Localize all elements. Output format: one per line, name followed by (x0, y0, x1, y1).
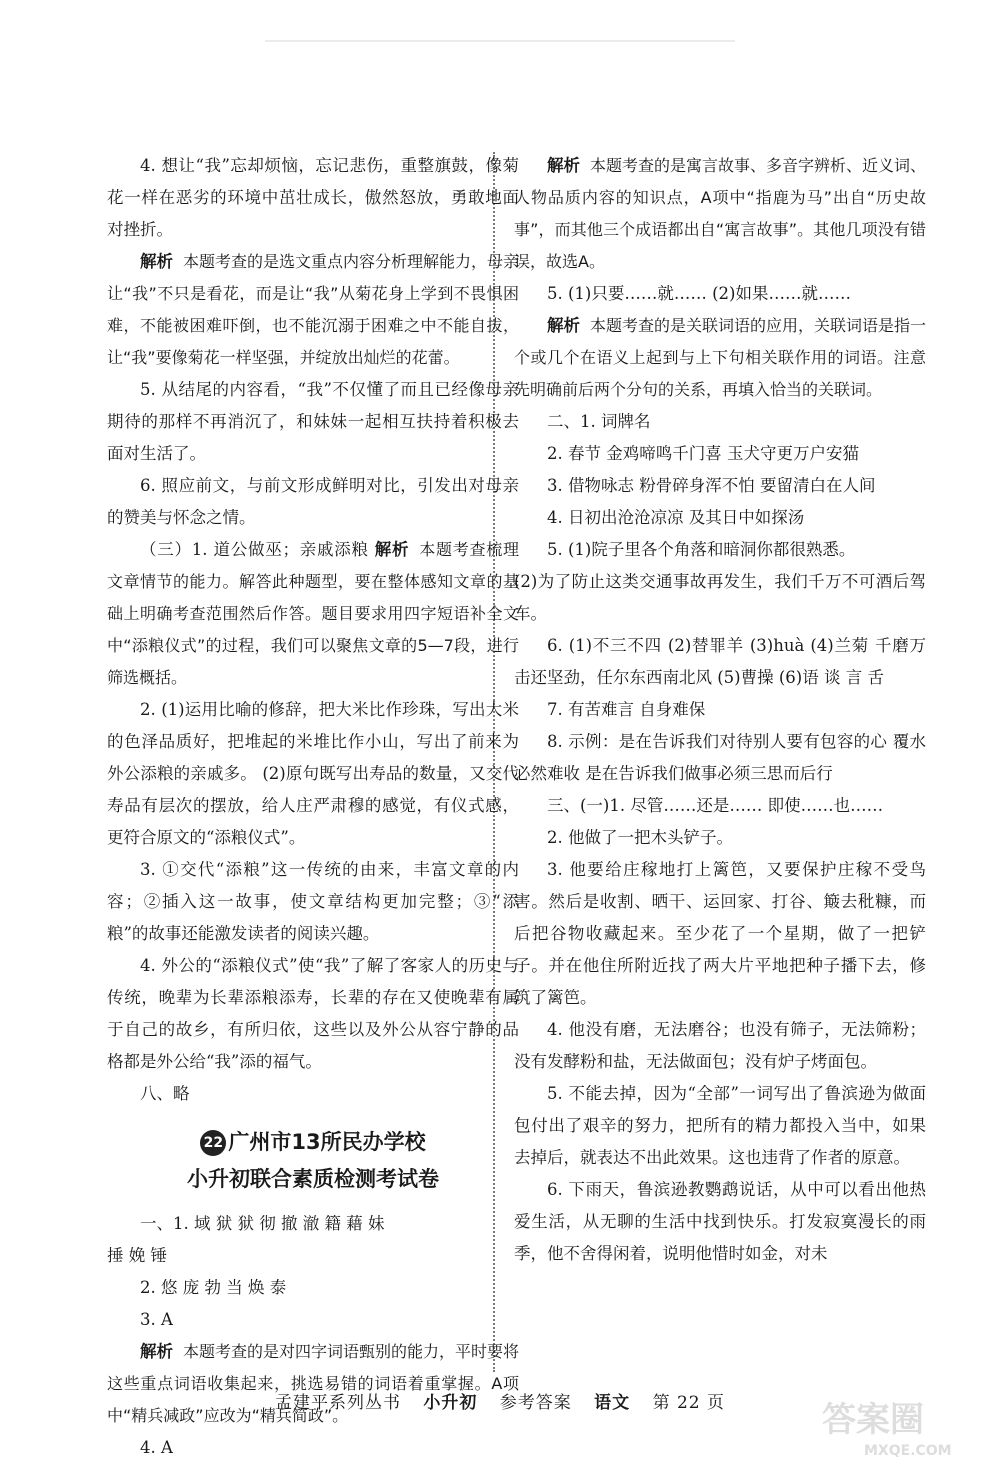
watermark-brand: 答案圈 (822, 1400, 924, 1440)
exam-title (107, 1124, 519, 1198)
top-rule (265, 40, 735, 42)
footer-page: 第 22 页 (652, 1393, 726, 1413)
part2-q1: 二、1. 词牌名 (547, 412, 651, 431)
part3-q3: 3. 他要给庄稼地打上篱笆，又要保护庄稼不受鸟害。然后是收割、晒干、运回家、打谷、簸去秕糠，而后把谷物收藏起来。至少花了一个星期，做了一把铲子。并在他住所附近找了两大片平地把种子播下去，修筑了篱笆。 (514, 860, 926, 1007)
part2-q7: 7. 有苦难言 自身难保 (547, 700, 706, 719)
analysis-4 (107, 246, 519, 374)
footer-series: 孟建平系列丛书 (274, 1393, 401, 1413)
part3-q4: 4. 他没有磨，无法磨谷；也没有筛子，无法筛粉；没有发酵粉和盐，无法做面包；没有炉子烤面包。 (514, 1020, 926, 1071)
analysis-text: 本题考查的是寓言故事、多音字辨析、近义词、人物品质内容的知识点，A项中“指鹿为马”出自“历史故事”，而其他三个成语都出自“寓言故事”。其他几项没有错误，故选A。 (514, 156, 927, 271)
answer-8: 八、略 (140, 1084, 190, 1103)
part2-q8: 8. 示例：是在告诉我们对待别人要有包容的心 覆水必然难收 是在告诉我们做事必须三思而后行 (514, 732, 926, 783)
footer-book: 参考答案 (499, 1393, 572, 1413)
part3-q6: 6. 下雨天，鲁滨逊教鹦鹉说话，从中可以看出他热爱生活，从无聊的生活中找到快乐。打发寂寞漫长的雨季，他不舍得闲着，说明他惜时如金，对未 (514, 1180, 926, 1263)
part2-q4: 4. 日初出沧沧凉凉 及其日中如探汤 (547, 508, 805, 527)
exam-title-line2: 小升初联合素质检测考试卷 (187, 1167, 439, 1191)
exam-title-text: 广州市13所民办学校 (228, 1130, 426, 1154)
answer-3-1 (107, 534, 519, 694)
right-column (514, 150, 926, 1270)
answer-text: （三）1. 道公做巫；亲戚添粮 (140, 540, 369, 559)
analysis-text: 本题考查的是关联词语的应用，关联词语是指一个或几个在语义上起到与上下句相关联作用的词语。注意先明确前后两个分句的关系，再填入恰当的关联词。 (514, 316, 927, 399)
part2-q3: 3. 借物咏志 粉骨碎身浑不怕 要留清白在人间 (547, 476, 876, 495)
part2-q6: 6. (1)不三不四 (2)替罪羊 (3)huà (4)兰菊 千磨万击还坚劲，任尔东西南北风 (5)曹操 (6)语 谈 言 舌 (514, 636, 926, 687)
q2: 2. 悠 庞 勃 当 焕 泰 (140, 1278, 287, 1297)
q4: 4. A (140, 1438, 173, 1457)
analysis-tag: 解析 (140, 252, 173, 271)
answer-5: 5. 从结尾的内容看，“我”不仅懂了而且已经像母亲期待的那样不再消沉了，和妹妹一起相互扶持着积极去面对生活了。 (107, 380, 519, 463)
watermark-site: MXQE.COM (864, 1443, 952, 1459)
q3-analysis (107, 1336, 519, 1432)
analysis-tag: 解析 (140, 1342, 173, 1361)
answer-6: 6. 照应前文，与前文形成鲜明对比，引发出对母亲的赞美与怀念之情。 (107, 476, 519, 527)
part2-q5-1: 5. (1)院子里各个角落和暗洞你都很熟悉。 (547, 540, 856, 559)
analysis-text: 本题考查的是选文重点内容分析理解能力，母亲让“我”不只是看花，而是让“我”从菊花身上学到不畏惧困难，不能被困难吓倒，也不能沉溺于困难之中不能自拔，让“我”要像菊花一样坚强，并绽放出灿烂的花蕾。 (107, 252, 520, 367)
q4-analysis (514, 150, 926, 278)
answer-3-4: 4. 外公的“添粮仪式”使“我”了解了客家人的历史与传统，晚辈为长辈添粮添寿，长辈的存在又使晚辈有属于自己的故乡，有所归依，这些以及外公从容宁静的品格都是外公给“我”添的福气。 (107, 956, 519, 1071)
exam-title-line1 (107, 1124, 519, 1161)
number-badge: 22 (200, 1130, 226, 1156)
q5-analysis (514, 310, 926, 406)
answer-4: 4. 想让“我”忘却烦恼，忘记悲伤，重整旗鼓，像菊花一样在恶劣的环境中茁壮成长，傲然怒放，勇敢地面对挫折。 (107, 156, 519, 239)
analysis-tag: 解析 (547, 156, 580, 175)
answer-3-3: 3. ①交代“添粮”这一传统的由来，丰富文章的内容；②插入这一故事，使文章结构更加完整；③“添粮”的故事还能激发读者的阅读兴趣。 (107, 860, 519, 943)
q1-line1: 一、1. 域 狱 狱 彻 撤 澈 籍 藉 妹 (140, 1214, 385, 1233)
analysis-tag: 解析 (374, 540, 410, 559)
part3-q2: 2. 他做了一把木头铲子。 (547, 828, 733, 847)
q1-line2: 捶 娩 锤 (107, 1246, 167, 1265)
part2-q2: 2. 春节 金鸡啼鸣千门喜 玉犬守更万户安猫 (547, 444, 859, 463)
q3: 3. A (140, 1310, 173, 1329)
left-column (107, 150, 519, 1464)
part3-q1: 三、(一)1. 尽管……还是…… 即使……也…… (547, 796, 884, 815)
watermark-logo (820, 1395, 980, 1461)
footer-level: 小升初 (423, 1393, 478, 1413)
part2-q5-2: (2)为了防止这类交通事故再发生，我们千万不可酒后驾车。 (514, 572, 926, 623)
answer-3-2: 2. (1)运用比喻的修辞，把大米比作珍珠，写出大米的色泽品质好，把堆起的米堆比作小山，写出了前来为外公添粮的亲戚多。 (2)原句既写出寿品的数量，又交代寿品有层次的摆放，给人庄严肃穆的感觉，有仪式感，更符合原文的“添粮仪式”。 (107, 700, 519, 847)
analysis-tag: 解析 (547, 316, 580, 335)
q5: 5. (1)只要……就…… (2)如果……就…… (547, 284, 851, 303)
analysis-text: 本题考查梳理文章情节的能力。解答此种题型，要在整体感知文章的基础上明确考查范围然后作答。题目要求用四字短语补全文中“添粮仪式”的过程，我们可以聚焦文章的5—7段，进行筛选概括。 (107, 540, 519, 687)
footer-subject: 语文 (594, 1393, 631, 1413)
analysis-text: 本题考查的是对四字词语甄别的能力，平时要将这些重点词语收集起来，挑选易错的词语着重掌握。A项中“精兵减政”应改为“精兵简政”。 (107, 1342, 520, 1425)
part3-q5: 5. 不能去掉，因为“全部”一词写出了鲁滨逊为做面包付出了艰辛的努力，把所有的精力都投入当中，如果去掉后，就表达不出此效果。这也违背了作者的原意。 (514, 1084, 926, 1167)
